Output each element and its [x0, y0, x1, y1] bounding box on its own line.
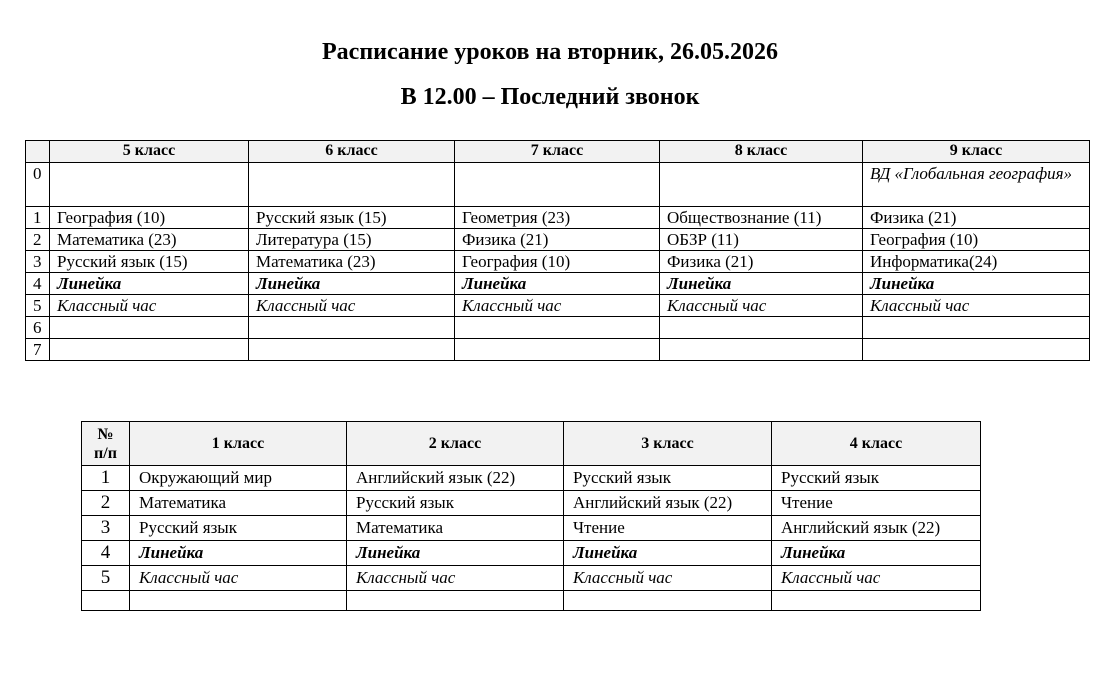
table-cell	[347, 591, 564, 611]
page-subtitle: В 12.00 – Последний звонок	[400, 84, 700, 110]
column-header-grade-9: 9 класс	[863, 141, 1090, 163]
table-cell: Русский язык	[347, 491, 564, 516]
table-cell	[660, 339, 863, 361]
lesson-number: 6	[26, 317, 50, 339]
table-cell: Чтение	[772, 491, 981, 516]
table-cell: Информатика(24)	[863, 251, 1090, 273]
table-cell: География (10)	[50, 207, 249, 229]
table-row	[82, 591, 981, 611]
table-cell	[455, 339, 660, 361]
column-header-grade-3: 3 класс	[564, 422, 772, 466]
table-cell	[564, 591, 772, 611]
table-cell: Математика	[130, 491, 347, 516]
table-cell	[863, 339, 1090, 361]
page-title: Расписание уроков на вторник, 26.05.2026	[322, 39, 778, 65]
table-cell: Классный час	[50, 295, 249, 317]
table-row	[82, 566, 981, 591]
table-cell: Классный час	[660, 295, 863, 317]
column-header-grade-7: 7 класс	[455, 141, 660, 163]
column-header-grade-5: 5 класс	[50, 141, 249, 163]
table-cell: Классный час	[863, 295, 1090, 317]
column-header-grade-2: 2 класс	[347, 422, 564, 466]
table-cell: Физика (21)	[455, 229, 660, 251]
table-cell: Линейка	[564, 541, 772, 566]
lesson-number: 3	[26, 251, 50, 273]
lesson-number: 2	[26, 229, 50, 251]
table-cell	[772, 591, 981, 611]
lesson-number: 5	[26, 295, 50, 317]
table-cell	[660, 163, 863, 207]
table-cell: Физика (21)	[863, 207, 1090, 229]
table-cell	[50, 339, 249, 361]
lesson-number: 2	[82, 491, 130, 516]
table-header-row	[82, 422, 981, 466]
column-header-number	[26, 141, 50, 163]
lesson-number: 5	[82, 566, 130, 591]
lesson-number: 1	[82, 466, 130, 491]
table-cell	[249, 339, 455, 361]
table-cell	[660, 317, 863, 339]
table-cell: Линейка	[772, 541, 981, 566]
table-row	[26, 339, 1090, 361]
table-cell: Классный час	[130, 566, 347, 591]
table-cell: Русский язык (15)	[50, 251, 249, 273]
table-cell: Классный час	[455, 295, 660, 317]
table-cell: Английский язык (22)	[347, 466, 564, 491]
table-cell: Линейка	[660, 273, 863, 295]
table-cell	[455, 317, 660, 339]
number-header-line-1: №	[97, 425, 114, 443]
table-cell	[249, 163, 455, 207]
lesson-number: 0	[26, 163, 50, 207]
table-cell: Физика (21)	[660, 251, 863, 273]
table-row	[82, 491, 981, 516]
table-cell: География (10)	[455, 251, 660, 273]
table-cell: Линейка	[863, 273, 1090, 295]
table-cell	[863, 317, 1090, 339]
lesson-number	[82, 591, 130, 611]
table-cell: География (10)	[863, 229, 1090, 251]
number-header-line-2: п/п	[94, 444, 117, 462]
table-cell: Математика (23)	[249, 251, 455, 273]
table-row	[26, 163, 1090, 207]
table-cell: ОБЗР (11)	[660, 229, 863, 251]
table-cell	[130, 591, 347, 611]
table-cell: Линейка	[130, 541, 347, 566]
table-cell: Геометрия (23)	[455, 207, 660, 229]
table-cell: Математика (23)	[50, 229, 249, 251]
lesson-number: 4	[82, 541, 130, 566]
table-cell: Русский язык (15)	[249, 207, 455, 229]
table-cell: Чтение	[564, 516, 772, 541]
table-cell: Окружающий мир	[130, 466, 347, 491]
schedule-table-grades-1-4	[81, 421, 981, 611]
table-row	[26, 295, 1090, 317]
table-header-row	[26, 141, 1090, 163]
column-header-grade-6: 6 класс	[249, 141, 455, 163]
table-cell: Английский язык (22)	[772, 516, 981, 541]
table-cell	[455, 163, 660, 207]
table-row	[26, 251, 1090, 273]
lesson-number: 3	[82, 516, 130, 541]
table-cell: Классный час	[772, 566, 981, 591]
lesson-number: 1	[26, 207, 50, 229]
table-cell: Русский язык	[564, 466, 772, 491]
table-cell	[50, 317, 249, 339]
table-row	[26, 317, 1090, 339]
column-header-grade-1: 1 класс	[130, 422, 347, 466]
table-cell: Английский язык (22)	[564, 491, 772, 516]
lesson-number: 7	[26, 339, 50, 361]
table-row	[82, 541, 981, 566]
table-cell: Классный час	[347, 566, 564, 591]
table-cell	[249, 317, 455, 339]
table-cell: Линейка	[455, 273, 660, 295]
table-cell: Классный час	[564, 566, 772, 591]
table-row	[26, 273, 1090, 295]
table-cell: Линейка	[50, 273, 249, 295]
column-header-grade-4: 4 класс	[772, 422, 981, 466]
column-header-number	[82, 422, 130, 466]
table-cell: Русский язык	[772, 466, 981, 491]
table-cell: Русский язык	[130, 516, 347, 541]
table-cell: ВД «Глобальная география»	[863, 163, 1090, 207]
table-cell: Математика	[347, 516, 564, 541]
table-row	[26, 229, 1090, 251]
lesson-number: 4	[26, 273, 50, 295]
table-cell	[50, 163, 249, 207]
table-row	[82, 516, 981, 541]
table-cell: Литература (15)	[249, 229, 455, 251]
table-cell: Линейка	[249, 273, 455, 295]
table-row	[26, 207, 1090, 229]
column-header-grade-8: 8 класс	[660, 141, 863, 163]
table-row	[82, 466, 981, 491]
schedule-table-grades-5-9	[25, 140, 1090, 361]
table-cell: Обществознание (11)	[660, 207, 863, 229]
table-cell: Линейка	[347, 541, 564, 566]
table-cell: Классный час	[249, 295, 455, 317]
